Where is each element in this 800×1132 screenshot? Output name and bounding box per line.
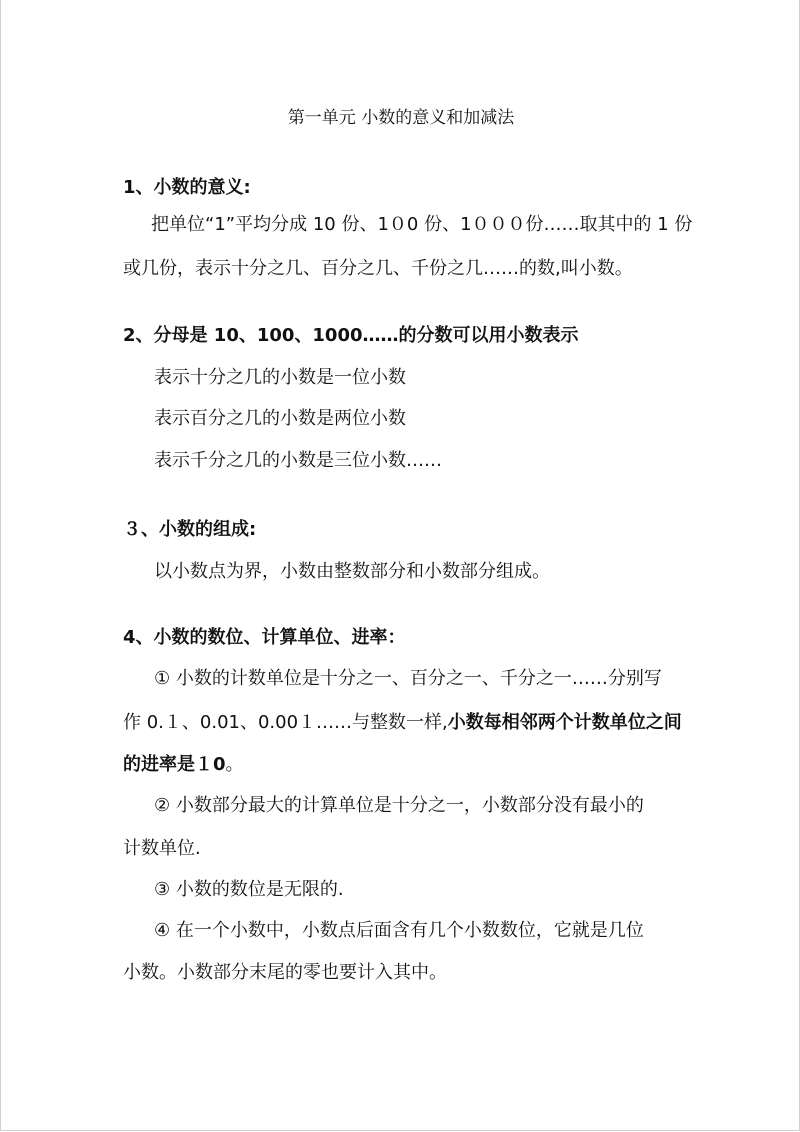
item-1-line-2-bold: 小数每相邻两个计数单位之间 (447, 712, 682, 733)
section-1-line-2: 或几份，表示十分之几、百分之几、千份之几……的数,叫小数。 (123, 258, 633, 279)
section-3-line-1: 以小数点为界，小数由整数部分和小数部分组成。 (154, 561, 550, 582)
section-heading-3: ３、小数的组成: (123, 519, 257, 540)
section-2-line-1: 表示十分之几的小数是一位小数 (154, 367, 406, 388)
item-1-line-3-end: 。 (225, 754, 244, 775)
item-1-line-1: ① 小数的计数单位是十分之一、百分之一、千分之一……分别写 (154, 668, 662, 689)
page-title: 第一单元 小数的意义和加减法 (287, 108, 515, 128)
section-2-line-3: 表示千分之几的小数是三位小数…… (154, 450, 442, 471)
item-2-line-2: 计数单位. (123, 838, 201, 859)
section-heading-1: 1、小数的意义: (123, 177, 251, 198)
item-1-line-3 (123, 752, 244, 778)
section-heading-2: 2、分母是 10、100、1000……的分数可以用小数表示 (123, 325, 579, 346)
section-2-line-2: 表示百分之几的小数是两位小数 (154, 408, 406, 429)
item-4-line-2: 小数。小数部分末尾的零也要计入其中。 (123, 962, 447, 983)
item-1-line-2-normal: 作 0.１、0.01、0.00１……与整数一样, (123, 712, 448, 733)
item-1-line-2 (123, 710, 682, 736)
item-3-line-1: ③ 小数的数位是无限的. (154, 879, 344, 900)
item-4-line-1: ④ 在一个小数中，小数点后面含有几个小数数位，它就是几位 (154, 920, 644, 941)
section-heading-4: 4、小数的数位、计算单位、进率： (123, 627, 406, 648)
item-2-line-1: ② 小数部分最大的计算单位是十分之一，小数部分没有最小的 (154, 795, 644, 816)
section-1-line-1: 把单位“1”平均分成 10 份、1０0 份、1０００份……取其中的 1 份 (151, 214, 693, 235)
item-1-line-3-bold: 的进率是１0 (123, 754, 226, 775)
